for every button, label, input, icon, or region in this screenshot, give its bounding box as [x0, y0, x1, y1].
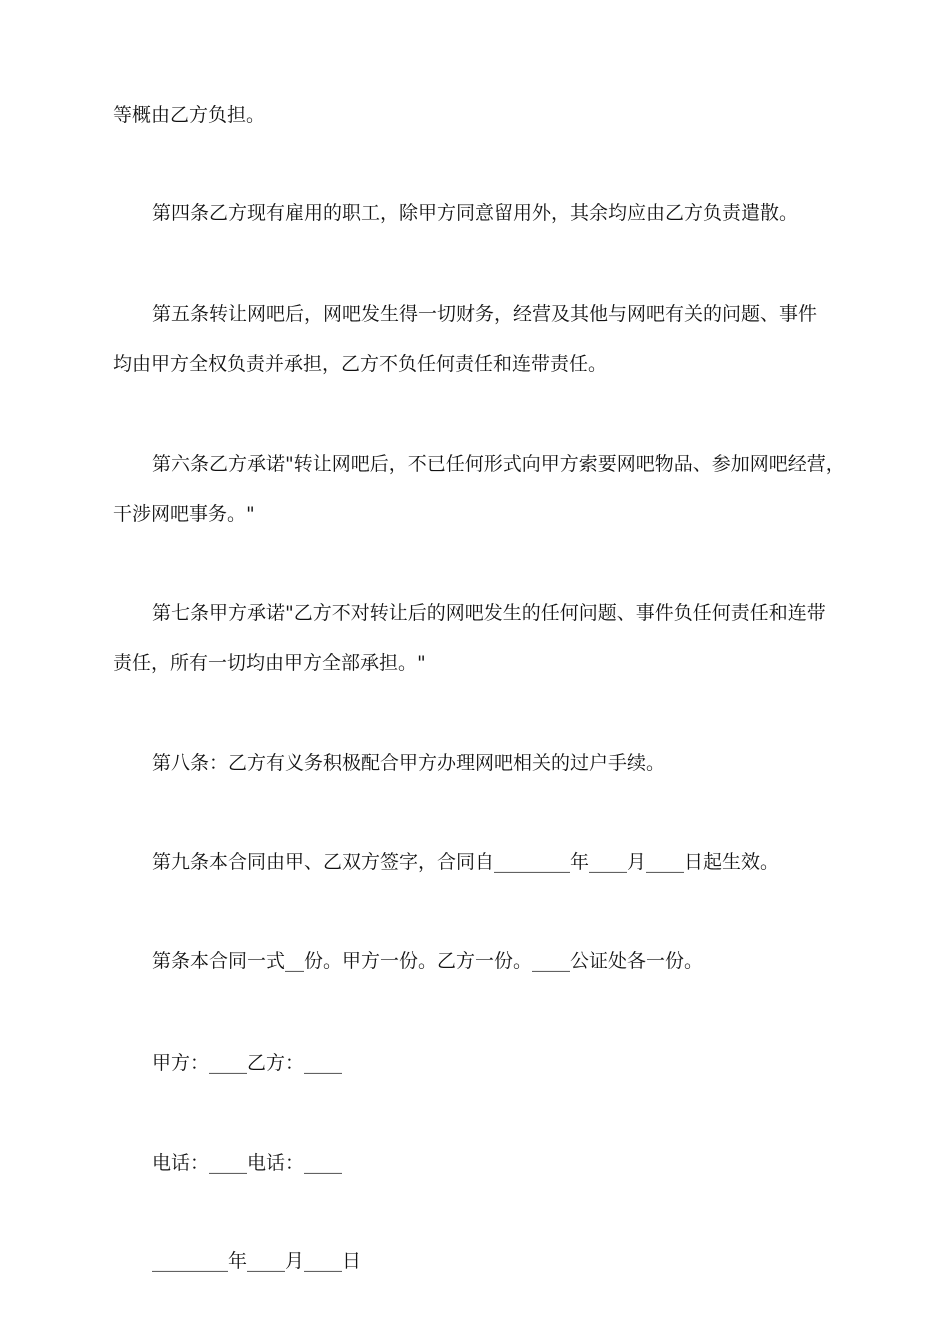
article-6-line-1: 第六条乙方承诺"转让网吧后，不已任何形式向甲方索要网吧物品、参加网吧经营，: [152, 453, 845, 475]
article-5-line-1: 第五条转让网吧后，网吧发生得一切财务，经营及其他与网吧有关的问题、事件: [152, 303, 818, 325]
article-7-line-2: 责任，所有一切均由甲方全部承担。": [113, 652, 426, 674]
date-line: ________年____月____日: [152, 1250, 362, 1272]
article-10: 第条本合同一式__份。甲方一份。乙方一份。____公证处各一份。: [152, 950, 704, 972]
article-5-line-2: 均由甲方全权负责并承担，乙方不负任何责任和连带责任。: [113, 353, 608, 375]
article-4: 第四条乙方现有雇用的职工，除甲方同意留用外，其余均应由乙方负责遣散。: [152, 202, 799, 224]
article-8: 第八条：乙方有义务积极配合甲方办理网吧相关的过户手续。: [152, 752, 666, 774]
article-7-line-1: 第七条甲方承诺"乙方不对转让后的网吧发生的任何问题、事件负任何责任和连带: [152, 602, 826, 624]
article-6-line-2: 干涉网吧事务。": [113, 503, 255, 525]
paragraph-line: 等概由乙方负担。: [113, 104, 266, 126]
phone-line: 电话：____电话：____: [152, 1152, 343, 1174]
party-signature-line: 甲方：____乙方：____: [152, 1052, 343, 1074]
article-9: 第九条本合同由甲、乙双方签字，合同自________年____月____日起生效。: [152, 851, 780, 873]
